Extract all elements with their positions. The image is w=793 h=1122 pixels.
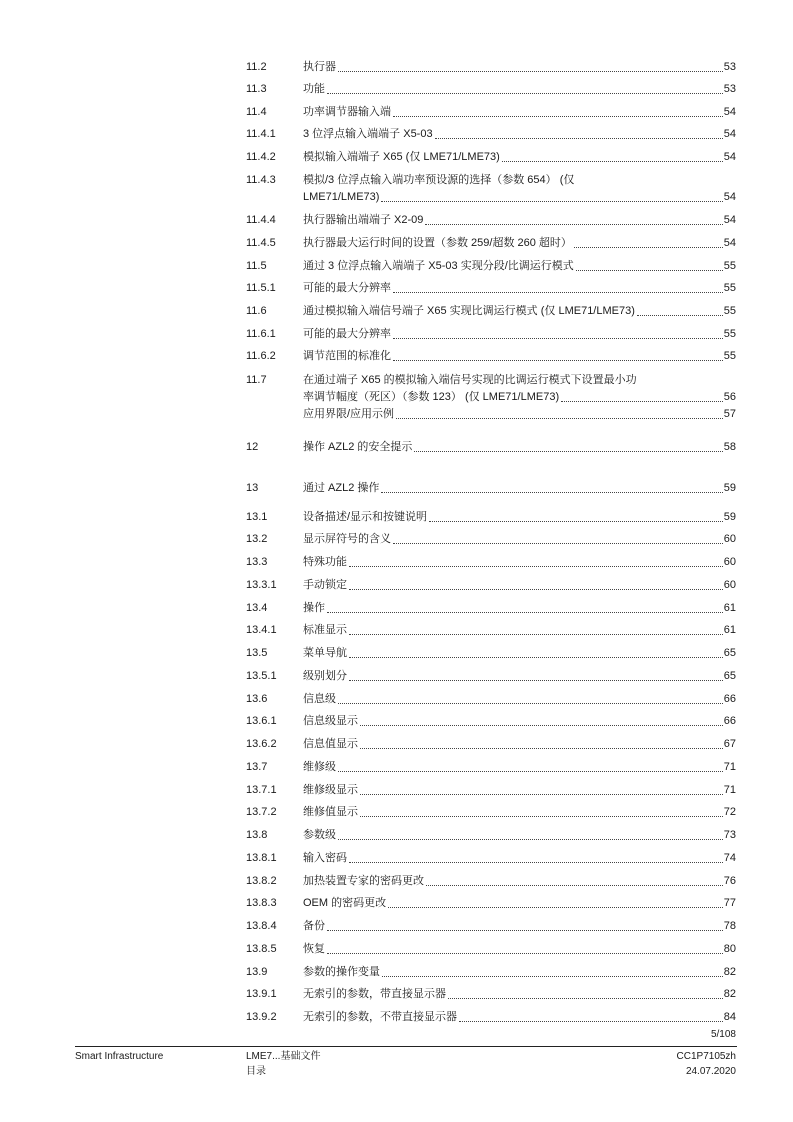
toc-entry[interactable] [246,850,736,866]
dot-leader [561,400,723,402]
dot-leader [327,952,723,954]
dot-leader [393,291,723,293]
dot-leader [576,269,723,271]
toc-page: 65 [723,647,736,659]
toc-entry[interactable] [246,918,736,934]
dot-leader [429,520,723,522]
dot-leader [393,337,723,339]
toc-number: 13.6.2 [246,738,277,750]
toc-page: 55 [723,328,736,340]
toc-number: 13.8.2 [246,875,277,887]
toc-number: 11.4.4 [246,214,276,226]
toc-number: 11.6.1 [246,328,276,340]
toc-title: 模拟输入端端子 X65 (仅 LME71/LME73) [303,151,500,163]
toc-page: 53 [723,61,736,73]
toc-entry[interactable] [246,303,736,319]
dot-leader [574,246,723,248]
toc-number: 11.4.2 [246,151,276,163]
dot-leader [393,115,723,117]
dot-leader [396,417,723,419]
toc-number: 13.4 [246,602,268,614]
toc-number: 13.8.3 [246,897,277,909]
toc-title: 维修值显示 [303,806,358,818]
toc-page: 74 [723,852,736,864]
toc-page: 66 [723,693,736,705]
toc-page: 72 [723,806,736,818]
toc-number: 13.6 [246,693,268,705]
toc-title-line1: 在通过端子 X65 的模拟输入端信号实现的比调运行模式下设置最小功 [303,374,637,386]
toc-number: 11.4.3 [246,174,276,186]
footer-company: Smart Infrastructure [75,1051,164,1062]
toc-entry[interactable] [246,235,736,251]
toc-number: 11.6 [246,305,267,317]
toc-entry[interactable] [246,280,736,296]
toc-entry[interactable] [246,759,736,775]
toc-number: 13 [246,482,259,494]
toc-number: 13.3 [246,556,268,568]
toc-number: 13.5 [246,647,268,659]
dot-leader [349,565,723,567]
toc-number: 13.3.1 [246,579,277,591]
dot-leader [360,747,723,749]
toc-title: 功能 [303,83,325,95]
toc-page: 54 [723,214,736,226]
toc-number: 13.8.1 [246,852,277,864]
toc-page: 78 [723,920,736,932]
toc-number: 11.3 [246,83,267,95]
toc-page: 55 [723,305,736,317]
toc-page: 66 [723,715,736,727]
toc-number: 13.8 [246,829,268,841]
toc-title: 调节范围的标准化 [303,350,391,362]
toc-entry[interactable] [246,895,736,911]
toc-number: 13.2 [246,533,268,545]
toc-entry[interactable] [246,645,736,661]
toc-title: 执行器最大运行时间的设置（参数 259/超数 260 超时） [303,237,572,249]
toc-entry[interactable] [246,372,736,405]
toc-title: 通过模拟输入端信号端子 X65 实现比调运行模式 (仅 LME71/LME73) [303,305,635,317]
toc-title: 率调节幅度（死区）（参数 123） (仅 LME71/LME73) [303,391,560,403]
toc-entry[interactable] [246,59,736,75]
toc-title: 设备描述/显示和按键说明 [303,511,428,523]
footer-doc-id: CC1P7105zh [676,1051,736,1062]
dot-leader [327,929,723,931]
toc-title: 维修级 [303,761,336,773]
toc-page: 54 [723,151,736,163]
toc-title: 3 位浮点输入端端子 X5-03 [303,128,433,140]
toc-page: 55 [723,350,736,362]
toc-title: 信息级显示 [303,715,358,727]
dot-leader [349,633,723,635]
toc-title: 无索引的参数，带直接显示器 [303,988,446,1000]
toc-entry[interactable] [246,600,736,616]
toc-page: 82 [723,966,736,978]
toc-title: 可能的最大分辨率 [303,282,391,294]
toc-entry[interactable] [246,326,736,342]
toc-number: 11.7 [246,374,267,386]
toc-entry[interactable] [246,1009,736,1025]
toc-page: 60 [723,579,736,591]
toc-number: 13.1 [246,511,268,523]
toc-entry[interactable] [246,172,736,205]
toc-page: 57 [723,408,736,420]
toc-title: 级别划分 [303,670,347,682]
toc-entry[interactable] [246,258,736,274]
toc-entry[interactable] [246,348,736,364]
toc-page: 53 [723,83,736,95]
toc-page: 76 [723,875,736,887]
toc-page: 80 [723,943,736,955]
page-number: 5/108 [710,1029,736,1040]
toc-entry[interactable] [246,827,736,843]
toc-title: 功率调节器输入端 [303,106,391,118]
dot-leader [360,793,723,795]
dot-leader [637,314,723,316]
toc-title: 备份 [303,920,325,932]
toc-title: 加热装置专家的密码更改 [303,875,424,887]
dot-leader [381,491,722,493]
toc-number: 13.8.5 [246,943,277,955]
dot-leader [338,70,723,72]
toc-page: 55 [723,282,736,294]
dot-leader [502,160,723,162]
toc-title: 显示屏符号的含义 [303,533,391,545]
dot-leader [360,815,723,817]
toc-title: 特殊功能 [303,556,347,568]
toc-title: 操作 AZL2 的安全提示 [303,441,413,453]
toc-entry[interactable] [246,668,736,684]
dot-leader [327,611,723,613]
toc-title: 维修级显示 [303,784,358,796]
toc-title: 参数的操作变量 [303,966,380,978]
toc-entry[interactable] [246,986,736,1002]
toc-entry[interactable] [246,480,736,496]
toc-entry[interactable] [246,691,736,707]
toc-entry[interactable] [246,622,736,638]
toc-number: 13.8.4 [246,920,277,932]
toc-number: 13.6.1 [246,715,277,727]
toc-entry[interactable] [246,149,736,165]
toc-entry[interactable] [246,212,736,228]
toc-number: 13.7 [246,761,268,773]
dot-leader [426,884,723,886]
toc-page: 58 [723,441,736,453]
dot-leader [360,724,723,726]
dot-leader [338,838,723,840]
toc-title: 输入密码 [303,852,347,864]
toc-number: 11.5 [246,260,267,272]
dot-leader [459,1020,723,1022]
footer-date: 24.07.2020 [685,1066,736,1077]
toc-page: 71 [723,784,736,796]
toc-title-line1: 模拟/3 位浮点输入端功率预设源的选择（参数 654） (仅 [303,174,575,186]
toc-page: 54 [723,106,736,118]
dot-leader [393,542,723,544]
toc-number: 11.4.5 [246,237,276,249]
toc-title: 应用界限/应用示例 [303,408,395,420]
toc-page: 59 [723,511,736,523]
toc-entry[interactable] [246,804,736,820]
toc-entry[interactable] [246,941,736,957]
dot-leader [414,450,722,452]
toc-number: 11.4.1 [246,128,276,140]
dot-leader [425,223,722,225]
footer-divider [75,1046,737,1047]
toc-entry[interactable] [246,439,736,455]
toc-entry[interactable] [246,577,736,593]
toc-title: 手动锁定 [303,579,347,591]
toc-number: 11.6.2 [246,350,276,362]
toc-entry[interactable] [246,406,736,422]
dot-leader [349,588,723,590]
toc-entry[interactable] [246,782,736,798]
toc-entry[interactable] [246,736,736,752]
toc-page: 61 [723,624,736,636]
toc-page: 65 [723,670,736,682]
dot-leader [327,92,723,94]
toc-number: 11.2 [246,61,267,73]
toc-page: 77 [723,897,736,909]
toc-entry[interactable] [246,126,736,142]
dot-leader [388,906,723,908]
toc-number: 11.4 [246,106,267,118]
toc-title: 通过 AZL2 操作 [303,482,380,494]
dot-leader [338,702,723,704]
toc-title: 通过 3 位浮点输入端端子 X5-03 实现分段/比调运行模式 [303,260,574,272]
toc-page: 82 [723,988,736,1000]
toc-title: 信息值显示 [303,738,358,750]
toc-title: 参数级 [303,829,336,841]
toc-page: 54 [723,237,736,249]
dot-leader [448,997,723,999]
toc-page: 67 [723,738,736,750]
toc-title: 可能的最大分辨率 [303,328,391,340]
toc-number: 13.9 [246,966,268,978]
toc-page: 61 [723,602,736,614]
toc-entry[interactable] [246,81,736,97]
toc-number: 11.5.1 [246,282,276,294]
toc-page: 55 [723,260,736,272]
dot-leader [393,359,723,361]
dot-leader [349,679,723,681]
dot-leader [338,770,723,772]
toc-entry[interactable] [246,964,736,980]
toc-page: 60 [723,533,736,545]
toc-title: 执行器输出端端子 X2-09 [303,214,424,226]
toc-page: 73 [723,829,736,841]
footer-doc-title: LME7...基础文件 [246,1051,321,1062]
toc-entry[interactable] [246,531,736,547]
toc-page: 60 [723,556,736,568]
toc-number: 12 [246,441,259,453]
toc-page: 59 [723,482,736,494]
dot-leader [349,861,723,863]
toc-number: 13.7.1 [246,784,277,796]
toc-title: 操作 [303,602,325,614]
toc-entry[interactable] [246,554,736,570]
dot-leader [381,200,722,202]
toc-title: LME71/LME73) [303,191,380,203]
toc-page: 54 [723,191,736,203]
toc-number: 13.9.1 [246,988,277,1000]
footer-section: 目录 [246,1066,266,1077]
toc-number: 13.4.1 [246,624,277,636]
toc-number: 13.7.2 [246,806,277,818]
toc-entry[interactable] [246,713,736,729]
dot-leader [349,656,723,658]
dot-leader [435,137,723,139]
dot-leader [382,975,723,977]
toc-entry[interactable] [246,509,736,525]
toc-entry[interactable] [246,873,736,889]
toc-page: 54 [723,128,736,140]
toc-page: 56 [723,391,736,403]
toc-entry[interactable] [246,104,736,120]
toc-title: 恢复 [303,943,325,955]
toc-title: OEM 的密码更改 [303,897,387,909]
toc-number: 13.9.2 [246,1011,277,1023]
toc-number: 13.5.1 [246,670,277,682]
toc-title: 菜单导航 [303,647,347,659]
toc-title: 标准显示 [303,624,347,636]
toc-title: 信息级 [303,693,336,705]
toc-page: 84 [723,1011,736,1023]
toc-page: 71 [723,761,736,773]
toc-title: 执行器 [303,61,336,73]
toc-title: 无索引的参数，不带直接显示器 [303,1011,457,1023]
